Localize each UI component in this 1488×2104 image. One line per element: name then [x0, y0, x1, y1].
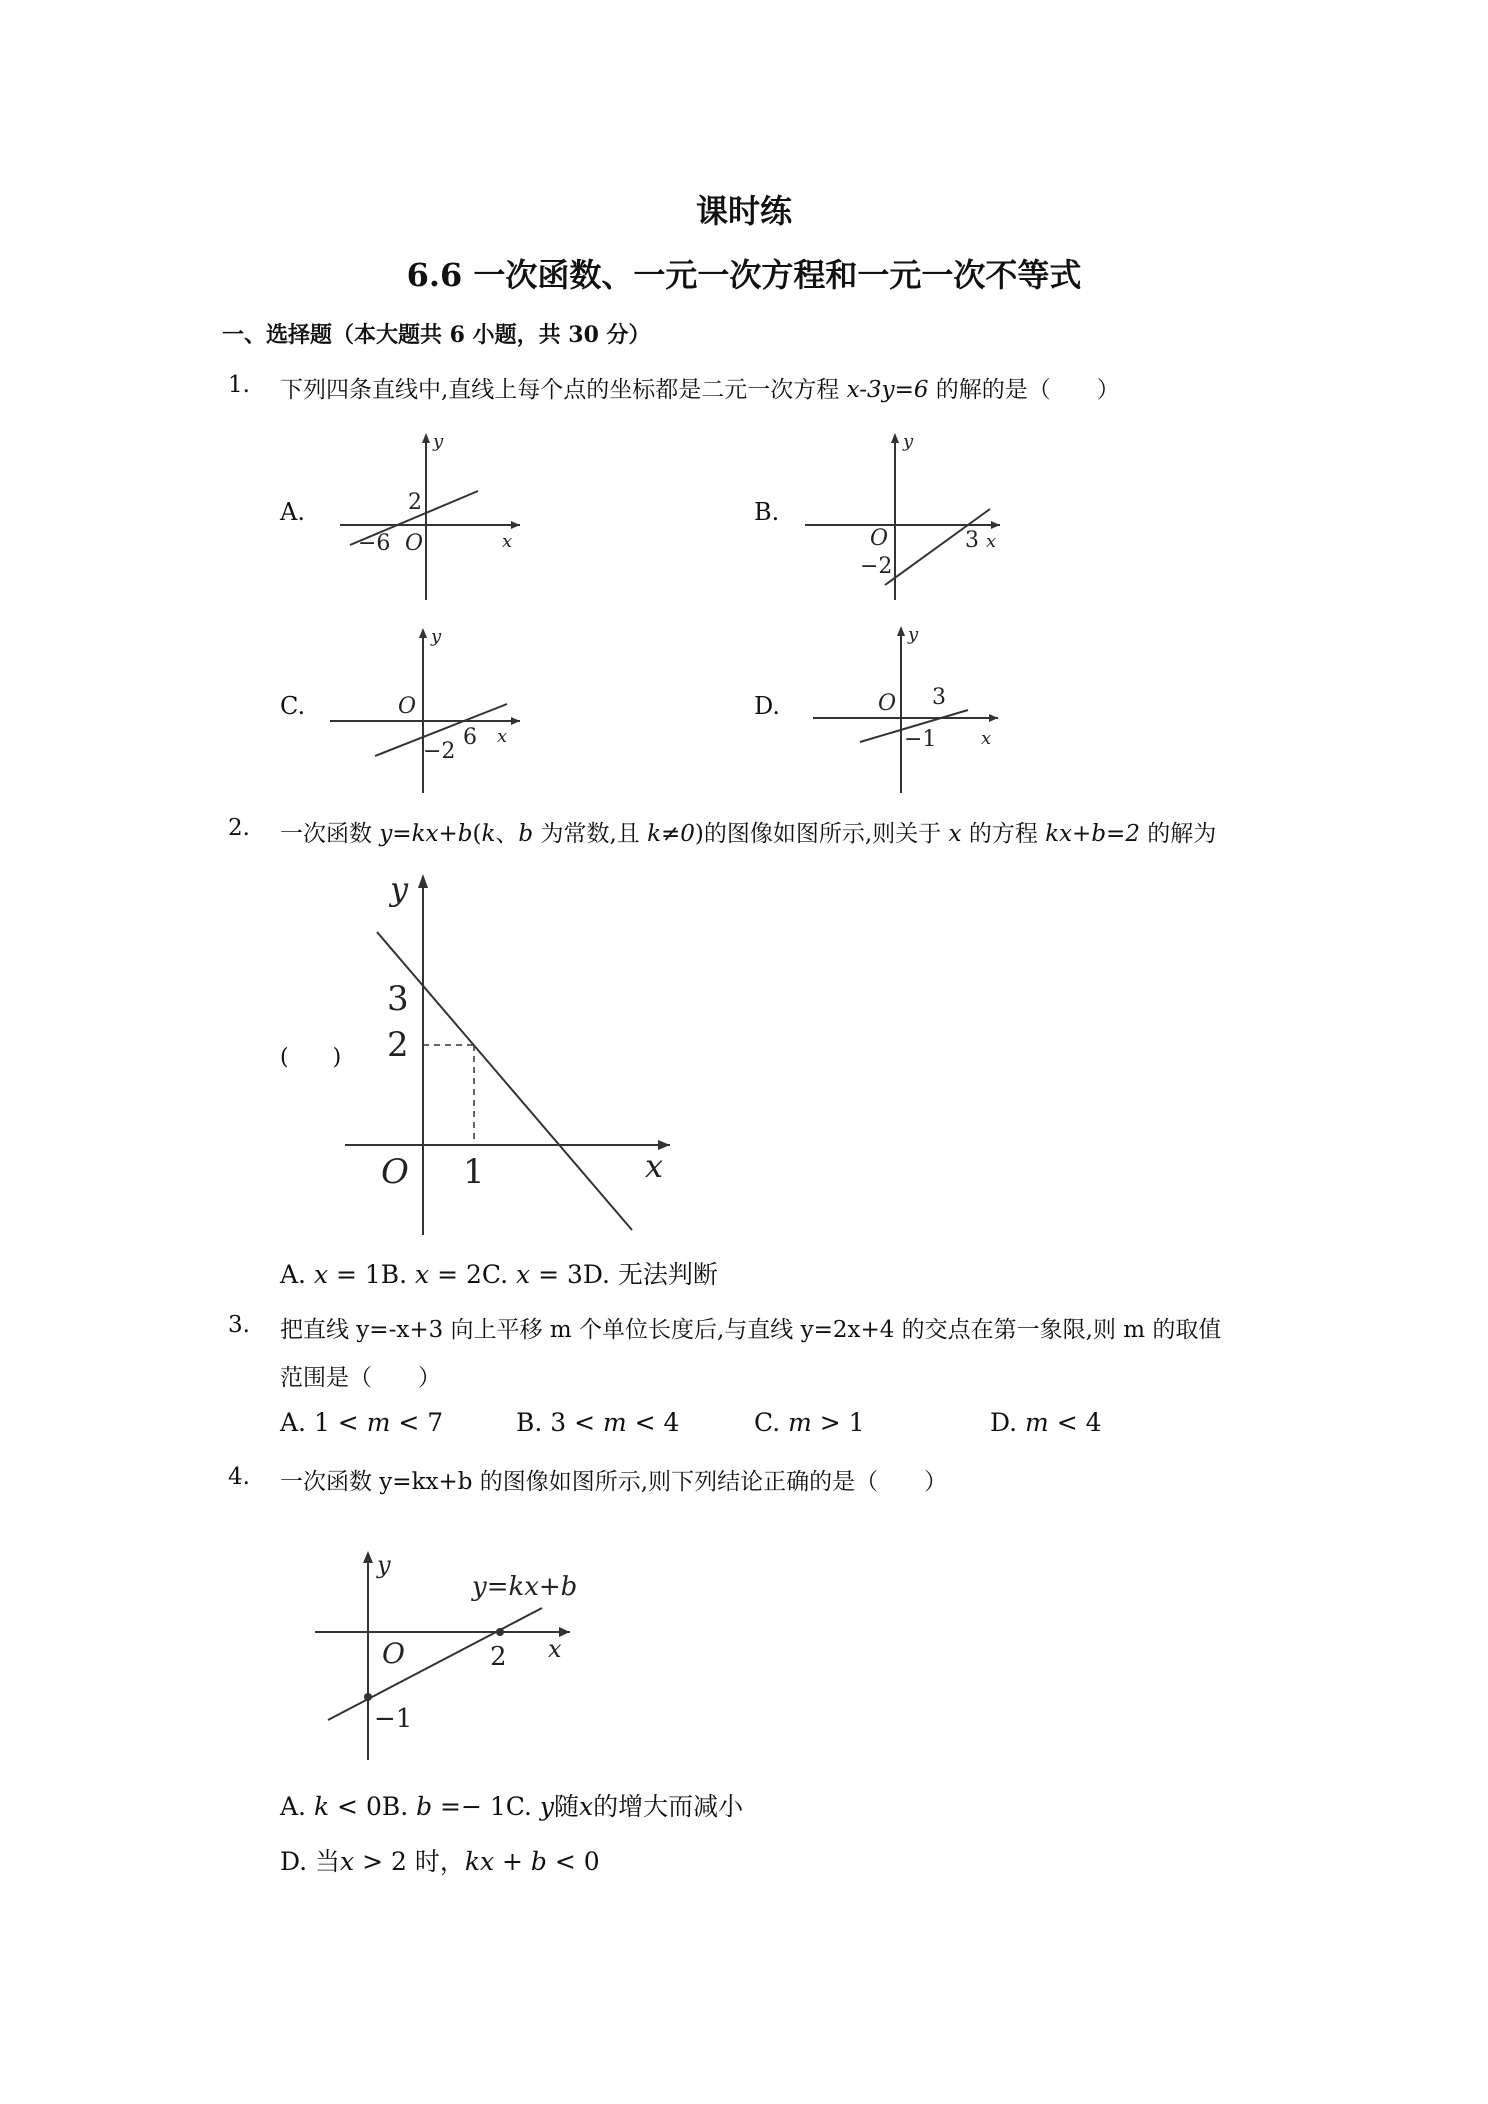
q2-x-tick-1: 1	[463, 1152, 485, 1192]
q2-x-label: x	[645, 1147, 664, 1185]
q1-option-a[interactable]: A.	[280, 498, 305, 526]
q4-answer-options-line2[interactable]: D. 当𝑥 > 2 时，𝑘𝑥 + 𝑏 < 0	[280, 1847, 600, 1876]
q1-text: 下列四条直线中,直线上每个点的坐标都是二元一次方程 x-3y=6 的解的是（ ）	[280, 377, 1120, 403]
q1-option-b[interactable]: B.	[754, 498, 780, 526]
q1a-x-intercept: −6	[358, 531, 391, 556]
q2-text: 一次函数 y=kx+b(k、b 为常数,且 k≠0)的图像如图所示,则关于 x 的方程 kx+b=2 的解为	[280, 821, 1217, 847]
q4-y-label: y	[377, 1551, 391, 1579]
q1d-y-label: y	[908, 624, 919, 645]
q1a-y-intercept: 2	[408, 490, 422, 515]
q4-graph	[310, 1545, 590, 1765]
q1b-y-label: y	[903, 431, 914, 452]
q1-graph-d	[808, 618, 1018, 798]
q4-line-label: y=kx+b	[472, 1572, 578, 1602]
q4-x-label: x	[548, 1635, 562, 1663]
q1-number: 1.	[228, 372, 250, 398]
q3-option-a[interactable]: A. 1 < 𝑚 < 7	[280, 1408, 444, 1437]
q1-option-d[interactable]: D.	[754, 692, 781, 720]
q1c-x-label: x	[497, 726, 508, 747]
q2-number: 2.	[228, 815, 250, 841]
q2-y-tick-2: 2	[387, 1025, 409, 1065]
q1b-x-label: x	[986, 531, 997, 552]
q4-x-tick-2: 2	[490, 1642, 507, 1672]
lesson-subtitle: 6.6 一次函数、一元一次方程和一元一次不等式	[406, 256, 1082, 294]
q1-graph-a	[330, 425, 530, 605]
q1b-x-intercept: 3	[965, 528, 979, 553]
q1a-y-label: y	[433, 431, 444, 452]
page-title: 课时练	[695, 192, 792, 230]
q2-graph	[345, 860, 675, 1240]
q1-option-c[interactable]: C.	[280, 692, 306, 720]
q1c-x-intercept: 6	[463, 725, 477, 750]
q1a-x-label: x	[502, 531, 513, 552]
q3-option-b[interactable]: B. 3 < 𝑚 < 4	[516, 1408, 680, 1437]
q3-number: 3.	[228, 1312, 250, 1338]
q1d-y-intercept: −1	[904, 727, 937, 752]
q1d-x-intercept: 3	[932, 685, 946, 710]
q3-text-line2: 范围是（ ）	[280, 1365, 441, 1391]
q1b-y-intercept: −2	[860, 554, 893, 579]
q4-origin: O	[382, 1637, 405, 1670]
q1a-origin: O	[405, 531, 424, 556]
q1b-origin: O	[870, 526, 889, 551]
q1-graph-b	[800, 425, 1020, 605]
q2-y-tick-3: 3	[387, 979, 409, 1019]
q1c-y-intercept: −2	[423, 739, 456, 764]
q2-answer-options[interactable]: A. 𝑥 = 1B. 𝑥 = 2C. 𝑥 = 3D. 无法判断	[280, 1260, 718, 1289]
q2-origin: O	[381, 1152, 409, 1192]
q2-answer-paren: ( )	[280, 1045, 342, 1070]
q4-number: 4.	[228, 1464, 250, 1490]
q4-text: 一次函数 y=kx+b 的图像如图所示,则下列结论正确的是（ ）	[280, 1469, 948, 1495]
q1d-origin: O	[878, 691, 897, 716]
q1-graph-c	[325, 618, 535, 798]
q1c-y-label: y	[431, 626, 442, 647]
q4-answer-options-line1[interactable]: A. 𝑘 < 0B. 𝑏 =− 1C. 𝑦随𝑥的增大而减小	[280, 1792, 744, 1821]
q3-option-d[interactable]: D. 𝑚 < 4	[990, 1408, 1102, 1437]
q1d-x-label: x	[981, 728, 992, 749]
q3-option-c[interactable]: C. 𝑚 > 1	[754, 1408, 865, 1437]
q1c-origin: O	[398, 694, 417, 719]
q4-y-tick-minus1: −1	[374, 1704, 413, 1734]
q3-text-line1: 把直线 y=-x+3 向上平移 m 个单位长度后,与直线 y=2x+4 的交点在第一象限,则 m 的取值	[280, 1317, 1222, 1343]
q2-y-label: y	[390, 870, 409, 908]
section-heading: 一、选择题（本大题共 6 小题，共 30 分）	[222, 322, 651, 348]
